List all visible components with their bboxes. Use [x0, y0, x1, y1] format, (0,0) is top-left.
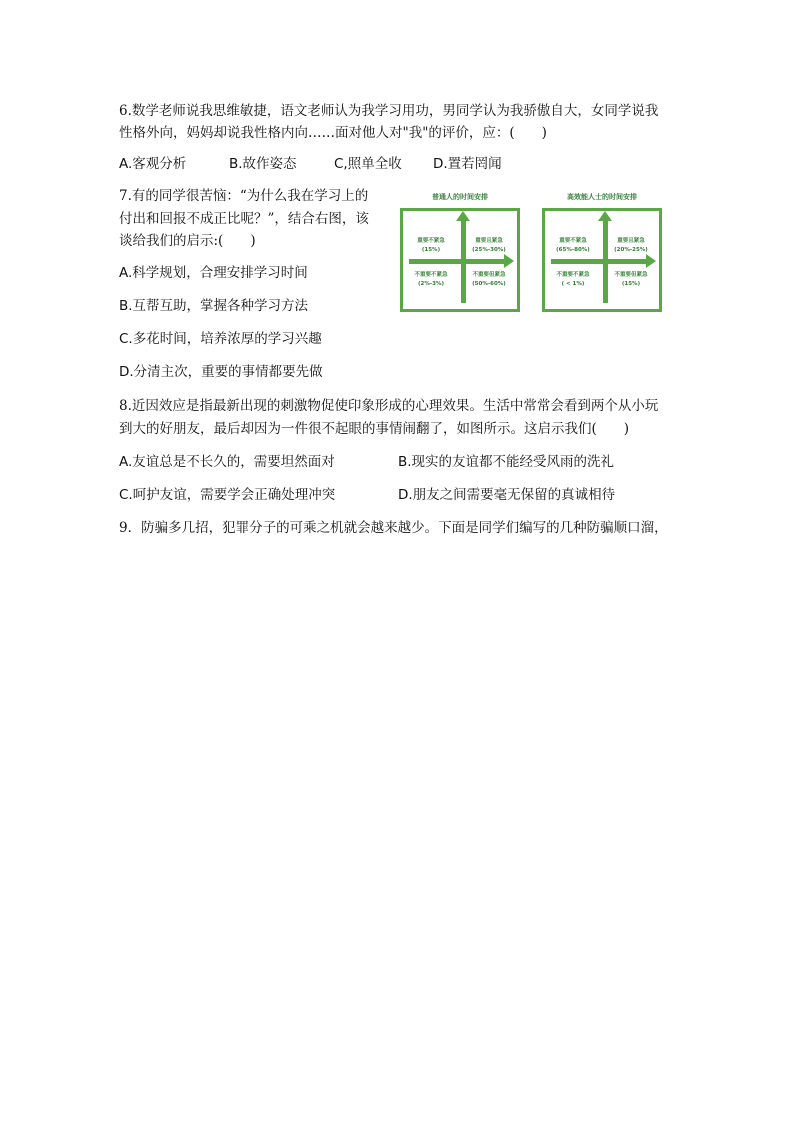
q8-option-a: A.友谊总是不长久的，需要坦然面对	[119, 454, 335, 470]
quadrant-label: 不重要不紧急	[414, 272, 448, 278]
q9-stem-line1: 9．防骗多几招，犯罪分子的可乘之机就会越来越少。下面是同学们编写的几种防骗顺口溜，	[119, 520, 668, 536]
q6-option-c: C,照单全收	[334, 156, 402, 172]
q6-option-d: D.置若罔闻	[433, 156, 502, 172]
quadrant-percent: (2%-3%)	[418, 281, 444, 287]
horizontal-arrow-icon	[504, 254, 514, 268]
quadrant-panel-efficient	[542, 208, 662, 312]
quadrant-top-right	[609, 237, 653, 255]
q8-stem-line2: 到大的好朋友，最后却因为一件很不起眼的事情闹翻了，如图所示。这启示我们( )	[119, 421, 630, 437]
q6-option-b: B.故作姿态	[229, 156, 297, 172]
quadrant-label: 重要不紧急	[417, 238, 445, 244]
q6-stem-line1: 6.数学老师说我思维敏捷，语文老师认为我学习用功，男同学认为我骄傲自大，女同学说我	[119, 103, 659, 119]
quadrant-percent: ( < 1%)	[561, 281, 585, 287]
quadrant-label: 重要且紧急	[617, 238, 645, 244]
quadrant-top-left	[551, 237, 595, 255]
quadrant-percent: (15%)	[621, 281, 641, 287]
quadrant-panel-ordinary	[400, 208, 520, 312]
q7-stem-line1: 7.有的同学很苦恼：“为什么我在学习上的	[119, 188, 369, 204]
panel-title-ordinary: 普通人的时间安排	[432, 193, 488, 201]
quadrant-percent: (15%)	[421, 247, 441, 253]
quadrant-bottom-left	[409, 271, 453, 289]
q8-option-c: C.呵护友谊，需要学会正确处理冲突	[119, 487, 336, 503]
q8-option-d: D.朋友之间需要毫无保留的真诚相待	[398, 487, 616, 503]
q6-stem-line2: 性格外向，妈妈却说我性格内向……面对他人对"我"的评价，应：( )	[119, 125, 547, 141]
q7-option-a: A.科学规划，合理安排学习时间	[119, 265, 308, 281]
q6-option-a: A.客观分析	[119, 156, 187, 172]
horizontal-axis	[551, 259, 647, 264]
quadrant-bottom-left	[551, 271, 595, 289]
quadrant-label: 不重要不紧急	[556, 272, 590, 278]
horizontal-axis	[409, 259, 505, 264]
q7-option-b: B.互帮互助，掌握各种学习方法	[119, 298, 309, 314]
quadrant-bottom-right	[467, 271, 511, 289]
quadrant-label: 不重要但紧急	[614, 272, 648, 278]
quadrant-top-right	[467, 237, 511, 255]
quadrant-label: 不重要但紧急	[472, 272, 506, 278]
q7-option-d: D.分清主次，重要的事情都要先做	[119, 364, 323, 380]
quadrant-percent: (50%-60%)	[472, 281, 506, 287]
q8-stem-line1: 8.近因效应是指最新出现的刺激物促使印象形成的心理效果。生活中常常会看到两个从小玩	[119, 398, 659, 414]
quadrant-percent: (25%-30%)	[472, 247, 506, 253]
panel-title-efficient: 高效能人士的时间安排	[567, 193, 637, 201]
quadrant-percent: (65%-80%)	[556, 247, 590, 253]
quadrant-label: 重要不紧急	[559, 238, 587, 244]
quadrant-top-left	[409, 237, 453, 255]
quadrant-bottom-right	[609, 271, 653, 289]
horizontal-arrow-icon	[646, 254, 656, 268]
q8-option-b: B.现实的友谊都不能经受风雨的洗礼	[398, 454, 615, 470]
quadrant-percent: (20%-25%)	[614, 247, 648, 253]
q7-stem-line2: 付出和回报不成正比呢？”，结合右图，该	[119, 211, 369, 227]
q7-stem-line3: 谈给我们的启示:( )	[119, 233, 256, 249]
quadrant-label: 重要且紧急	[475, 238, 503, 244]
q7-option-c: C.多花时间，培养浓厚的学习兴趣	[119, 331, 322, 347]
time-management-figure	[398, 192, 728, 318]
